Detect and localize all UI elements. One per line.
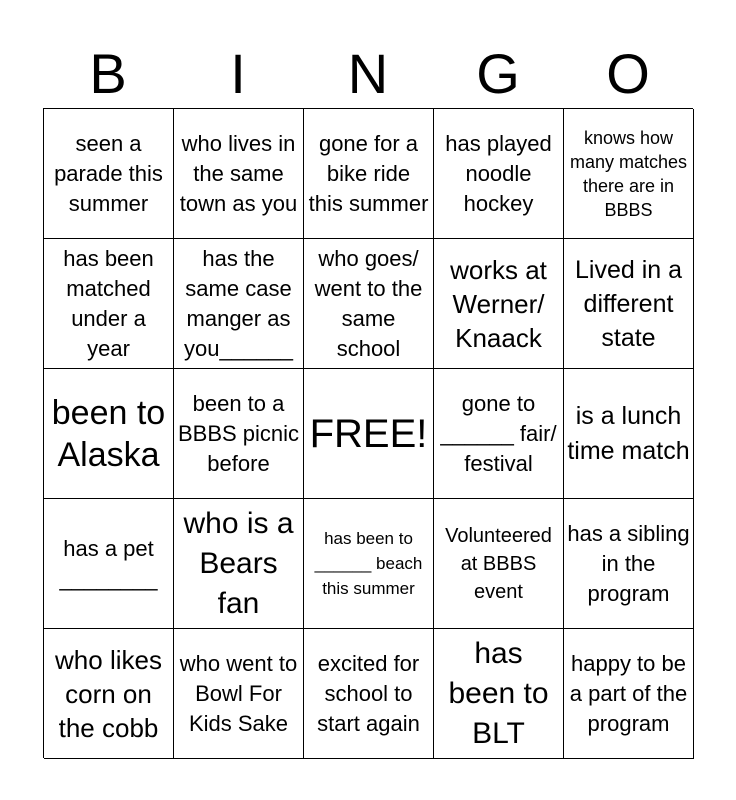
bingo-cell[interactable]: gone to ______ fair/ festival: [434, 369, 564, 499]
bingo-cell[interactable]: has been to ______ beach this summer: [304, 499, 434, 629]
bingo-cell[interactable]: is a lunch time match: [564, 369, 694, 499]
bingo-cell[interactable]: who goes/ went to the same school: [304, 239, 434, 369]
bingo-cell[interactable]: been to Alaska: [44, 369, 174, 499]
bingo-cell[interactable]: who went to Bowl For Kids Sake: [174, 629, 304, 759]
bingo-board: [43, 108, 693, 758]
bingo-cell[interactable]: who lives in the same town as you: [174, 109, 304, 239]
bingo-cell[interactable]: has a sibling in the program: [564, 499, 694, 629]
header-letter-o: O: [606, 42, 650, 105]
bingo-header: [43, 40, 693, 108]
bingo-cell[interactable]: excited for school to start again: [304, 629, 434, 759]
bingo-cell[interactable]: has played noodle hockey: [434, 109, 564, 239]
bingo-cell[interactable]: who is a Bears fan: [174, 499, 304, 629]
bingo-cell[interactable]: has been matched under a year: [44, 239, 174, 369]
header-letter-b: B: [89, 42, 127, 105]
bingo-free-space[interactable]: FREE!: [304, 369, 434, 499]
bingo-cell[interactable]: been to a BBBS picnic before: [174, 369, 304, 499]
header-letter-i: I: [230, 42, 246, 105]
bingo-cell[interactable]: seen a parade this summer: [44, 109, 174, 239]
header-letter-g: G: [476, 42, 520, 105]
bingo-cell[interactable]: happy to be a part of the program: [564, 629, 694, 759]
bingo-cell[interactable]: Volunteered at BBBS event: [434, 499, 564, 629]
bingo-cell[interactable]: knows how many matches there are in BBBS: [564, 109, 694, 239]
bingo-cell[interactable]: works at Werner/ Knaack: [434, 239, 564, 369]
bingo-cell[interactable]: has a pet ________: [44, 499, 174, 629]
bingo-cell[interactable]: who likes corn on the cobb: [44, 629, 174, 759]
bingo-cell[interactable]: gone for a bike ride this summer: [304, 109, 434, 239]
bingo-cell[interactable]: Lived in a different state: [564, 239, 694, 369]
bingo-cell[interactable]: has been to BLT: [434, 629, 564, 759]
header-letter-n: N: [347, 42, 389, 105]
bingo-cell[interactable]: has the same case manger as you______: [174, 239, 304, 369]
